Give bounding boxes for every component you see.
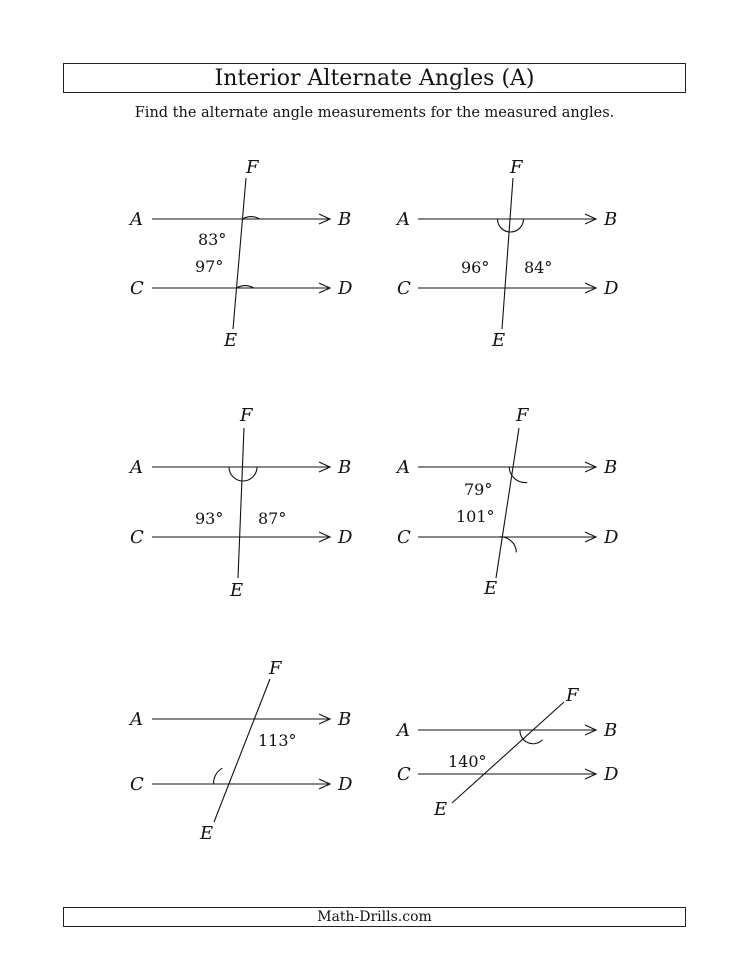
angle-label: 113° [258,731,297,750]
angle-label: 140° [448,752,487,771]
point-label-c: C [130,527,144,548]
point-label-e: E [492,330,506,351]
point-label-d: D [338,278,353,299]
problem-6-diagram [395,685,619,820]
point-label-b: B [338,209,352,230]
transversal-ef [238,428,244,578]
footer-box [63,907,686,927]
problem-2-diagram [395,157,619,351]
problem-4-diagram [395,405,619,599]
footer-site: Math-Drills.com [317,909,432,925]
point-label-d: D [604,764,619,785]
point-label-f: F [510,157,523,178]
angle-label: 101° [456,507,495,526]
point-label-b: B [338,457,352,478]
angle-label: 93° [195,509,224,528]
angle-arc [214,768,223,784]
point-label-f: F [240,405,253,426]
point-label-f: F [269,658,282,679]
transversal-ef [233,178,246,329]
point-label-f: F [246,157,259,178]
transversal-ef [496,428,519,578]
point-label-d: D [338,527,353,548]
point-label-a: A [397,457,410,478]
point-label-b: B [604,720,618,741]
angle-label: 83° [198,230,227,249]
angle-label: 79° [464,480,493,499]
problem-1-diagram [128,157,353,351]
transversal-ef [502,178,513,329]
point-label-f: F [516,405,529,426]
point-label-c: C [397,764,411,785]
point-label-f: F [566,685,579,706]
angle-arc [229,467,257,481]
point-label-a: A [397,720,410,741]
point-label-a: A [130,457,143,478]
point-label-d: D [338,774,353,795]
angle-label: 97° [195,257,224,276]
point-label-d: D [604,278,619,299]
angle-label: 84° [524,258,553,277]
point-label-c: C [397,527,411,548]
point-label-e: E [200,823,214,844]
point-label-c: C [130,774,144,795]
problem-3-diagram [128,405,353,601]
angle-label: 96° [461,258,490,277]
point-label-a: A [130,709,143,730]
angle-arc [509,467,527,483]
point-label-a: A [130,209,143,230]
worksheet-title: Interior Alternate Angles (A) [214,65,535,91]
angle-label: 87° [258,509,287,528]
point-label-e: E [230,580,244,601]
point-label-e: E [434,799,448,820]
angle-arc [498,219,524,232]
point-label-b: B [604,209,618,230]
point-label-a: A [397,209,410,230]
point-label-e: E [484,578,498,599]
problem-5-diagram [128,658,353,844]
instructions: Find the alternate angle measurements for the measured angles. [134,105,615,121]
point-label-d: D [604,527,619,548]
point-label-e: E [224,330,238,351]
point-label-c: C [397,278,411,299]
transversal-ef [214,679,270,822]
point-label-b: B [604,457,618,478]
point-label-c: C [130,278,144,299]
point-label-b: B [338,709,352,730]
